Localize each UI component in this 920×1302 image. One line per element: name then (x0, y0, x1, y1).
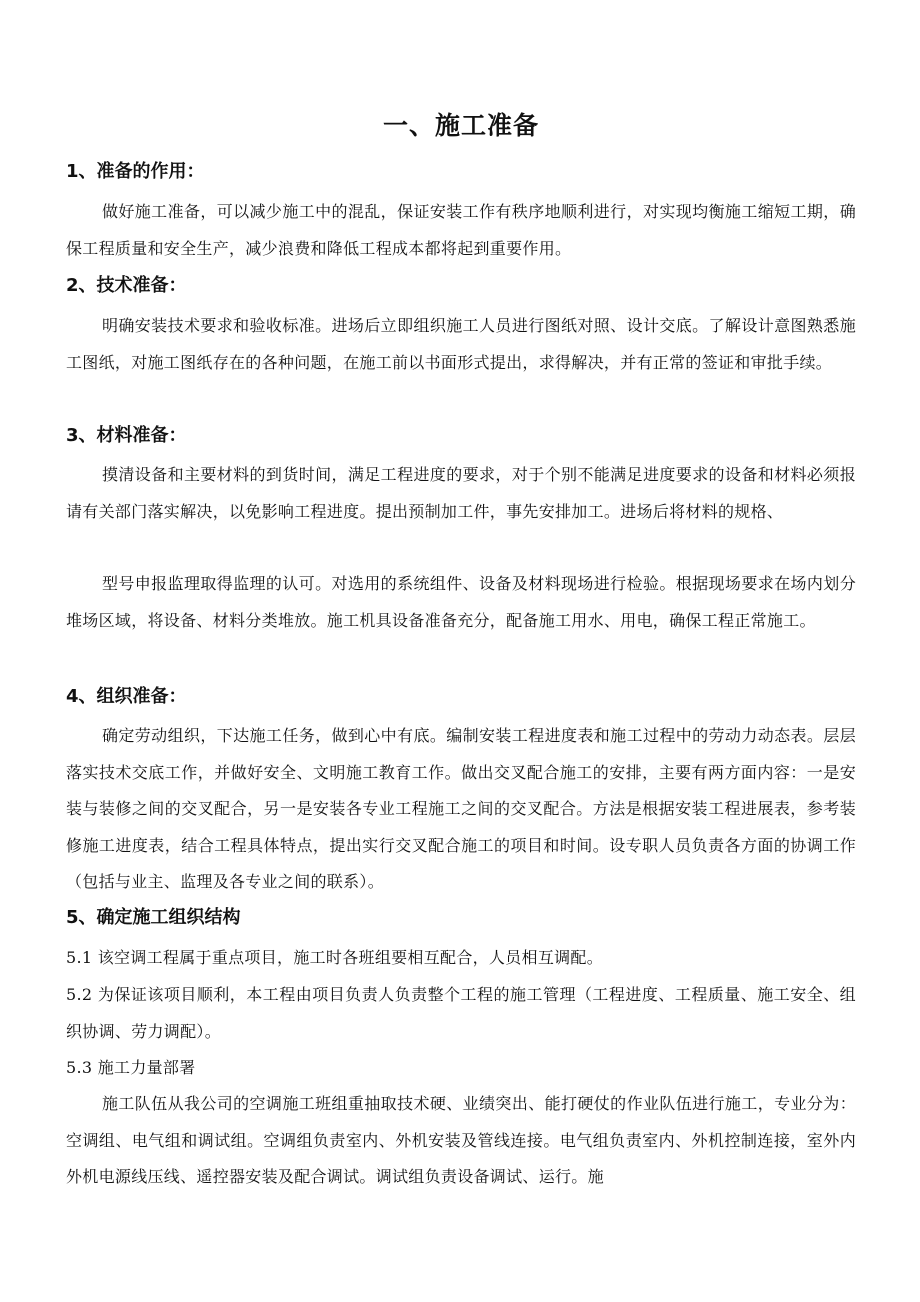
section-3-paragraph-1: 摸清设备和主要材料的到货时间，满足工程进度的要求，对于个别不能满足进度要求的设备和材料必须报请有关部门落实解决，以免影响工程进度。提出预制加工件，事先安排加工。进场后将材料的规格、 (66, 465, 856, 521)
section-5-heading: 5、确定施工组织结构 (66, 907, 241, 928)
item-5-2: 5.2 为保证该项目顺利，本工程由项目负责人负责整个工程的施工管理（工程进度、工程质量、施工安全、组织协调、劳力调配）。 (66, 985, 856, 1041)
item-5-3: 5.3 施工力量部署 (66, 1058, 196, 1077)
section-2-paragraph: 明确安装技术要求和验收标准。进场后立即组织施工人员进行图纸对照、设计交底。了解设计意图熟悉施工图纸，对施工图纸存在的各种问题，在施工前以书面形式提出，求得解决，并有正常的签证和审批手续。 (66, 316, 856, 372)
section-3-heading: 3、材料准备： (66, 425, 187, 446)
item-5-3-body: 施工队伍从我公司的空调施工班组重抽取技术硬、业绩突出、能打硬仗的作业队伍进行施工，专业分为：空调组、电气组和调试组。空调组负责室内、外机安装及管线连接。电气组负责室内、外机控制连接，室外内外机电源线压线、遥控器安装及配合调试。调试组负责设备调试、运行。施 (66, 1094, 856, 1186)
section-2-heading: 2、技术准备： (66, 275, 187, 296)
item-5-1: 5.1 该空调工程属于重点项目，施工时各班组要相互配合，人员相互调配。 (66, 948, 604, 967)
section-4-paragraph: 确定劳动组织，下达施工任务，做到心中有底。编制安装工程进度表和施工过程中的劳动力动态表。层层落实技术交底工作，并做好安全、文明施工教育工作。做出交叉配合施工的安排，主要有两方面内容：一是安装与装修之间的交叉配合，另一是安装各专业工程施工之间的交叉配合。方法是根据安装工程进展表，参考装修施工进度表，结合工程具体特点，提出实行交叉配合施工的项目和时间。设专职人员负责各方面的协调工作（包括与业主、监理及各专业之间的联系）。 (66, 726, 856, 891)
section-1-heading: 1、准备的作用： (66, 161, 205, 182)
section-1-paragraph: 做好施工准备，可以减少施工中的混乱，保证安装工作有秩序地顺利进行，对实现均衡施工缩短工期，确保工程质量和安全生产，减少浪费和降低工程成本都将起到重要作用。 (66, 202, 856, 258)
section-4-heading: 4、组织准备： (66, 686, 187, 707)
section-3-paragraph-2: 型号申报监理取得监理的认可。对选用的系统组件、设备及材料现场进行检验。根据现场要求在场内划分堆场区域，将设备、材料分类堆放。施工机具设备准备充分，配备施工用水、用电，确保工程正常施工。 (66, 574, 856, 630)
page-title: 一、施工准备 (382, 111, 539, 140)
